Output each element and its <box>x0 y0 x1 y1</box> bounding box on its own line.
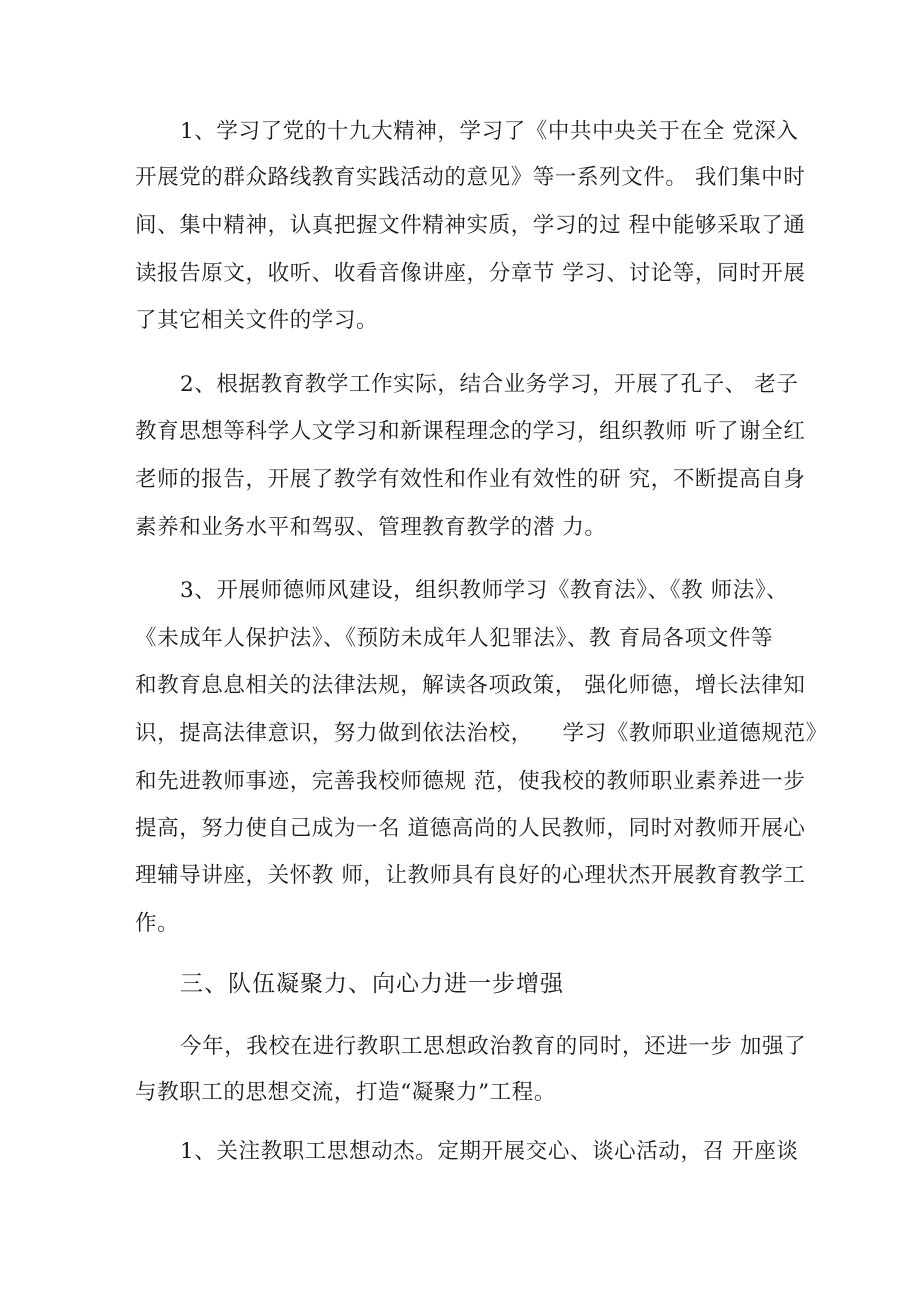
text-line: 2、根据教育教学工作实际，结合业务学习，开展了孔子、 老子 <box>180 372 799 397</box>
text-line: 与教职工的思想交流，打造“凝聚力”工程。 <box>135 1080 556 1105</box>
text-line: 提高，努力使自己成为一名 道德高尚的人民教师，同时对教师开展心 <box>135 816 806 841</box>
text-line: 作。 <box>135 911 180 936</box>
text-line: 开展党的群众路线教育实践活动的意见》等一系列文件。 我们集中时 <box>135 165 806 190</box>
section-heading: 三、队伍凝聚力、向心力进一步增强 <box>180 971 564 997</box>
text-line: 读报告原文，收听、收看音像讲座，分章节 学习、讨论等，同时开展 <box>135 261 806 286</box>
text-line: 教育思想等科学人文学习和新课程理念的学习，组织教师 听了谢全红 <box>135 419 806 444</box>
text-line: 和先进教师事迹，完善我校师德规 范，使我校的教师职业素养进一步 <box>135 769 806 794</box>
text-line: 今年，我校在进行教职工思想政治教育的同时，还进一步 加强了 <box>180 1034 807 1059</box>
text-line: 《未成年人保护法》、《预防未成年人犯罪法》、教 育局各项文件等 <box>135 626 774 651</box>
text-line: 老师的报告，开展了教学有效性和作业有效性的研 究，不断提高自身 <box>135 467 806 492</box>
text-line: 和教育息息相关的法律法规，解读各项政策， 强化师德，增长法律知 <box>135 673 806 698</box>
text-line: 1、学习了党的十九大精神，学习了《中共中央关于在全 党深入 <box>180 119 799 144</box>
text-line: 1、关注教职工思想动杰。定期开展交心、谈心活动，召 开座谈 <box>180 1139 799 1164</box>
text-line: 间、集中精神，认真把握文件精神实质，学习的过 程中能够采取了通 <box>135 213 806 238</box>
text-line: 了其它相关文件的学习。 <box>135 308 379 333</box>
text-line: 素养和业务水平和驾驭、管理教育教学的潜 力。 <box>135 515 607 540</box>
text-line: 理辅导讲座，关怀教 师，让教师具有良好的心理状杰开展教育教学工 <box>135 863 806 888</box>
text-line: 识，提高法律意识，努力做到依法治校， 学习《教师职业道德规范》 <box>135 721 828 746</box>
text-line: 3、开展师德师风建设，组织教师学习《教育法》、《教 师法》、 <box>180 578 789 603</box>
